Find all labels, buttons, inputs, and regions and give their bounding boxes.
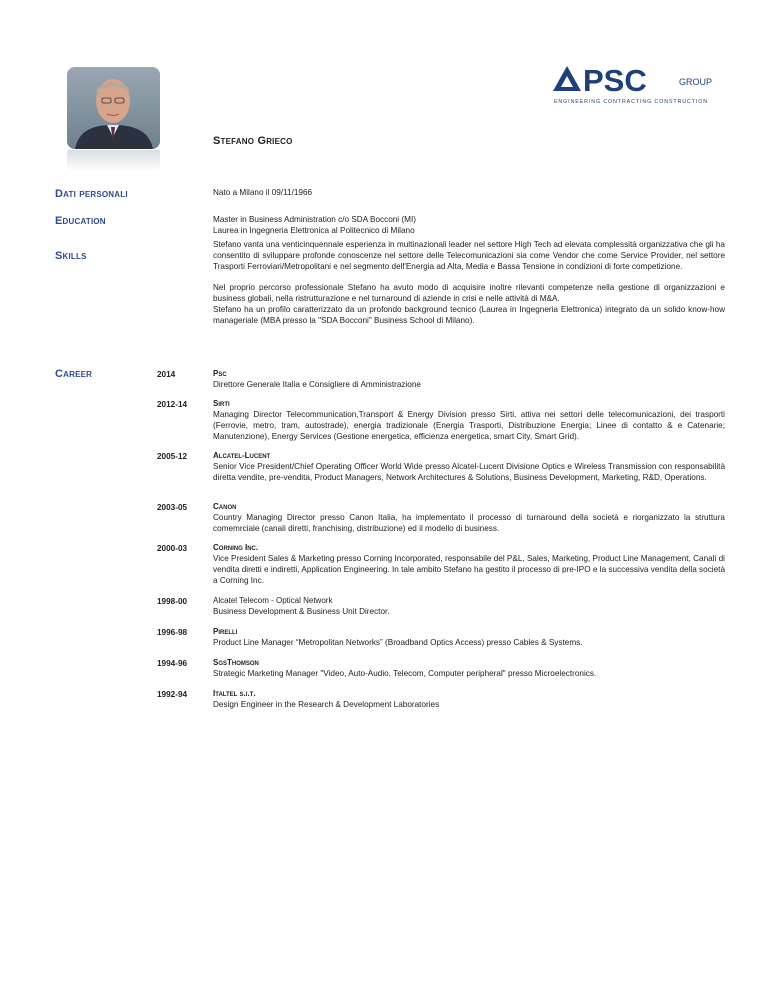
skills-paragraph: Nel proprio percorso professionale Stefano ha avuto modo di acquisire inoltre rilevanti competenze nella gestione di organizzazioni e business globali, nella ristrutturazione e nel turnaround di aziende in crisi e nelle attività di M&A.: [213, 283, 725, 303]
career-description: Product Line Manager “Metropolitan Networks” (Broadband Optics Access) presso Cables & Systems.: [213, 638, 583, 647]
career-entry: [213, 368, 725, 390]
career-description: Design Engineer in the Research & Development Laboratories: [213, 700, 440, 709]
career-year: 2000-03: [157, 544, 188, 553]
career-year: 1994-96: [157, 659, 188, 668]
career-year: 2014: [157, 370, 176, 379]
career-entry: [213, 542, 725, 586]
career-company: SgsThomson: [213, 658, 259, 667]
career-company: Pirelli: [213, 627, 238, 636]
career-company: Sirti: [213, 399, 230, 408]
career-description: Direttore Generale Italia e Consigliere di Amministrazione: [213, 380, 421, 389]
skills-paragraph: Stefano ha un profilo caratterizzato da un profondo background tecnico (Laurea in Ingegneria Elettronica) integrato da un solido know-how manageriale (MBA presso la "SDA Bocconi" Business School di Milano).: [213, 305, 725, 325]
career-year: 1998-00: [157, 597, 188, 606]
career-description: Managing Director Telecommunication,Transport & Energy Division presso Sirti, attiva nei settori delle telecomunicazioni, dei trasporti (Ferrovie, metro, tram, autostrade), energia tradizionale (Energia Trasporti, Distribuzione Energia; Linee di contatto & e Catenarie; Manutenzione), Energy Services (Gestione energetica, efficienza energetica, smart City, Smart Grid).: [213, 410, 725, 441]
section-label-personal: Dati personali: [55, 188, 128, 200]
career-entry: [213, 657, 725, 679]
logo-text: PSC: [583, 64, 647, 98]
career-entry: [213, 626, 725, 648]
career-year: 2003-05: [157, 503, 188, 512]
career-company: Italtel s.i.t.: [213, 689, 256, 698]
education-line: Laurea in Ingegneria Elettronica al Politecnico di Milano: [213, 226, 415, 235]
career-company: Alcatel-Lucent: [213, 451, 271, 460]
person-name: Stefano Grieco: [213, 135, 293, 147]
portrait-image: [67, 67, 160, 149]
career-entry: [213, 398, 725, 442]
section-label-skills: Skills: [55, 250, 87, 262]
career-year: 1992-94: [157, 690, 188, 699]
education-line: Master in Business Administration c/o SDA Bocconi (MI): [213, 215, 416, 224]
skills-block: [213, 239, 725, 326]
education-block: [213, 214, 725, 236]
career-entry: [213, 450, 725, 483]
personal-birth-info: Nato a Milano il 09/11/1966: [213, 188, 313, 197]
career-year: 1996-98: [157, 628, 188, 637]
career-description: Business Development & Business Unit Director.: [213, 607, 390, 616]
section-label-education: Education: [55, 215, 106, 227]
skills-paragraph: Stefano vanta una venticinquennale esperienza in multinazionali leader nel settore High Tech ad elevata complessità organizzativa che gli ha consentito di sviluppare profonde conoscenze nel settore delle Telecomunicazioni sia come Vendor che come Service Provider, nel settore Trasporti Ferroviari/Metropolitani e nel segmento dell'Energia ad Alta, Media e Bassa Tensione in condizioni di forte competizione.: [213, 240, 725, 271]
career-company: Alcatel Telecom - Optical Network: [213, 596, 333, 605]
career-company: Psc: [213, 369, 227, 378]
career-entry: [213, 501, 725, 534]
career-entry: [213, 688, 725, 710]
photo-reflection: [67, 150, 160, 172]
logo-group-text: GROUP: [679, 77, 713, 87]
career-year: 2005-12: [157, 452, 188, 461]
career-description: Strategic Marketing Manager "Video, Auto-Audio, Telecom, Computer peripheral" presso Microelectronics.: [213, 669, 597, 678]
career-year: 2012-14: [157, 400, 188, 409]
career-description: Vice President Sales & Marketing presso Corning Incorporated, responsabile del P&L, Sales, Marketing, Product Line Management, Canali di vendita diretti e indiretti, Application Engineering. In tale ambito Stefano ha gestito il processo di pre-IPO e la successiva vendita della società a Corning Inc.: [213, 554, 725, 585]
career-description: Senior Vice President/Chief Operating Officer World Wide presso Alcatel-Lucent Divisione Optics e Wireless Transmission con responsabilità diretta vendite, pre-vendita, Product Managers, Network Architectures & Solutions, Business Development, Marketing, R&D, Operations.: [213, 462, 725, 482]
career-company: Canon: [213, 502, 237, 511]
logo-tagline: ENGINEERING CONTRACTING CONSTRUCTION: [554, 99, 708, 105]
profile-photo: [67, 67, 160, 149]
section-label-career: Career: [55, 368, 93, 380]
career-entry: [213, 595, 725, 617]
company-logo: [553, 64, 723, 106]
career-company: Corning Inc.: [213, 543, 259, 552]
career-description: Country Managing Director presso Canon Italia, ha implementato il processo di turnaround della società e riorganizzato la struttura comemrciale (canali diretti, franchising, distribuzione) ed il modello di business.: [213, 513, 725, 533]
